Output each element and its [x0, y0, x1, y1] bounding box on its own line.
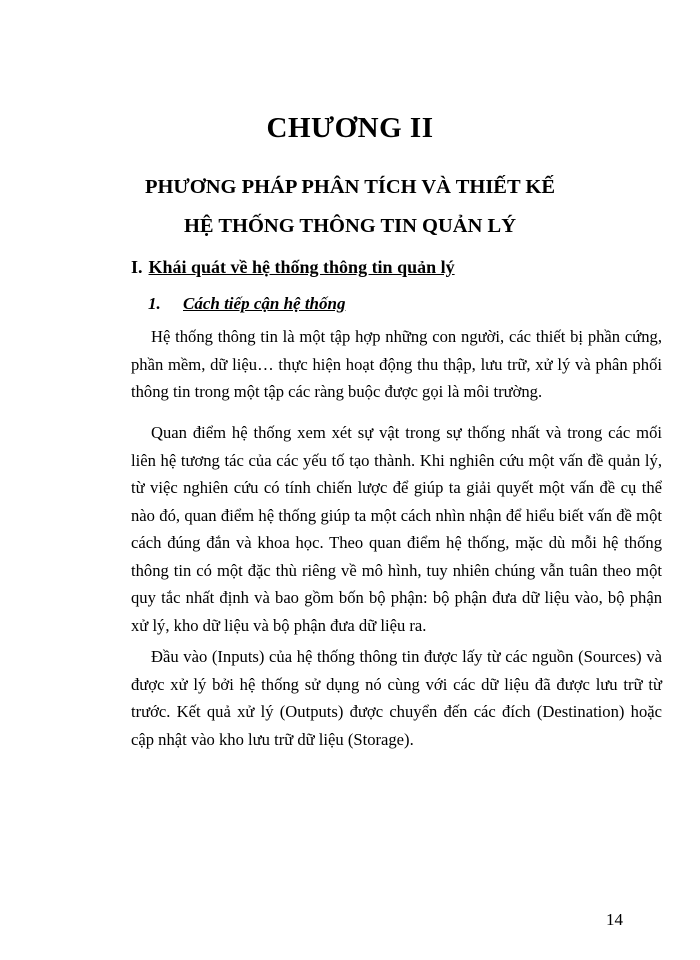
section-title: Khái quát về hệ thống thông tin quản lý: [148, 257, 455, 277]
chapter-subtitle-line-1: PHƯƠNG PHÁP PHÂN TÍCH VÀ THIẾT KẾ: [144, 176, 556, 198]
section-heading: [131, 257, 455, 278]
chapter-subtitle-line-2: HỆ THỐNG THÔNG TIN QUẢN LÝ: [183, 215, 517, 237]
section-number: I.: [131, 257, 143, 277]
paragraph-1: Hệ thống thông tin là một tập hợp những con người, các thiết bị phần cứng, phần mềm, dữ liệu… thực hiện hoạt động thu thập, lưu trữ, xử lý và phân phối thông tin trong một tập các ràng buộc được gọi là môi trường.: [131, 327, 662, 401]
subsection-heading: [148, 294, 345, 314]
subsection-title: Cách tiếp cận hệ thống: [183, 294, 346, 313]
chapter-title: CHƯƠNG II: [266, 112, 434, 144]
paragraph-2: Quan điểm hệ thống xem xét sự vật trong sự thống nhất và trong các mối liên hệ tương tác của các yếu tố tạo thành. Khi nghiên cứu một vấn đề quản lý, từ việc nghiên cứu có tính chiến lược để giúp ta giải quyết một vấn đề cụ thể nào đó, quan điểm hệ thống giúp ta một cách nhìn nhận để hiểu biết vấn đề một cách đúng đắn và khoa học. Theo quan điểm hệ thống, mặc dù mỗi hệ thống thông tin có một đặc thù riêng về mô hình, tuy nhiên chúng vẫn tuân theo một quy tắc nhất định và bao gồm bốn bộ phận: bộ phận đưa dữ liệu vào, bộ phận xử lý, kho dữ liệu và bộ phận đưa dữ liệu ra.: [131, 423, 662, 635]
page-number: 14: [606, 910, 623, 929]
subsection-number: 1.: [148, 294, 161, 313]
paragraph-3: Đầu vào (Inputs) của hệ thống thông tin được lấy từ các nguồn (Sources) và được xử lý bởi hệ thống sử dụng nó cùng với các dữ liệu đã được lưu trữ từ trước. Kết quả xử lý (Outputs) được chuyển đến các đích (Destination) hoặc cập nhật vào kho lưu trữ dữ liệu (Storage).: [131, 647, 662, 749]
